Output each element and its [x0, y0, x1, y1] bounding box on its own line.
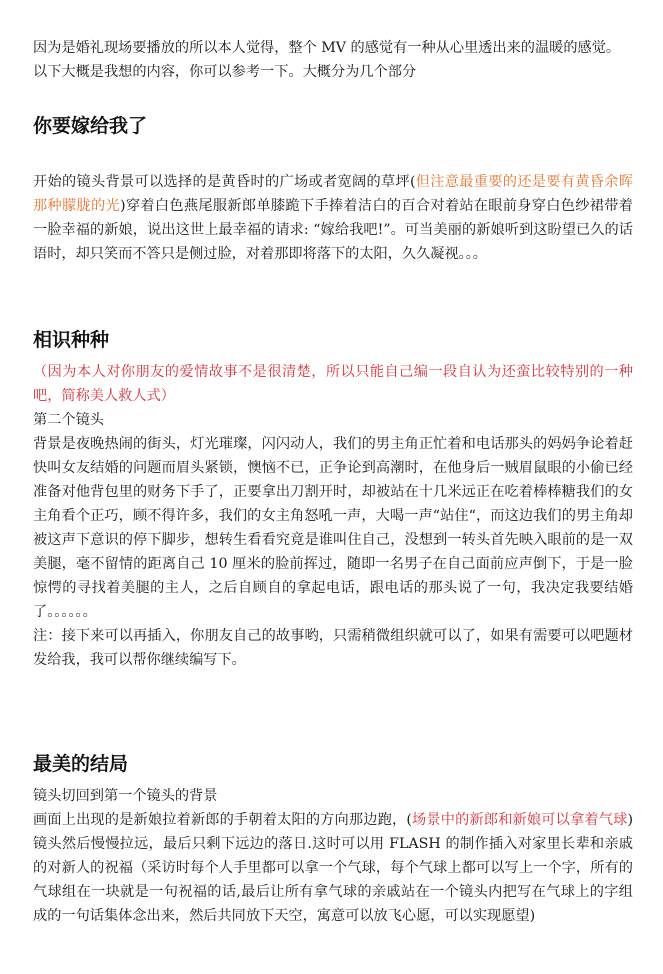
section-2-body: 背景是夜晚热闹的街头，灯光璀璨，闪闪动人，我们的男主角正忙着和电话那头的妈妈争论着赶快叫女友结婚的问题而眉头紧锁，懊恼不已，正争论到高潮时，在他身后一贼眉鼠眼的小偷已经准备对他背包里的财务下手了，正要拿出刀割开时，却被站在十几米远正在吃着棒棒糖我们的女主角看个正巧，顾不得许多，我们的女主角怒吼一声，大喝一声“站住“，而这边我们的男主角却被这声下意识的停下脚步，想转生看看究竟是谁叫住自己，没想到一转头首先映入眼前的是一双美腿，毫不留情的距离自己 10 厘米的脸前挥过，随即一名男子在自己面前应声倒下，于是一脸惊愕的寻找着美腿的主人，之后自顾自的拿起电话，跟电话的那头说了一句，我决定我要结婚了。。。。。。	[33, 436, 633, 620]
section-3-highlight: 场景中的新郎和新娘可以拿着气球	[411, 812, 628, 828]
section-2-note: （因为本人对你朋友的爱情故事不是很清楚，所以只能自己编一段自认为还蛮比较特别的一种吧，简称美人救人式）	[33, 364, 633, 404]
document-page	[33, 36, 633, 928]
section-1-text-pre: 开始的镜头背景可以选择的是黄昏时的广场或者宽阔的草坪(	[33, 174, 416, 190]
intro-line-1: 因为是婚礼现场要播放的所以本人觉得，整个 MV 的感觉有一种从心里透出来的温暖的感觉。	[33, 40, 621, 56]
section-1-text-post: )穿着白色燕尾服新郎单膝跪下手捧着洁白的百合对着站在眼前身穿白色纱裙带着一脸幸福的新娘，说出这世上最幸福的请求: “嫁给我吧!”。可当美丽的新娘听到这盼望已久的话语时，却只笑而不答只是侧过脸，对着那即将落下的太阳，久久凝视。。。	[33, 198, 633, 262]
intro-line-2: 以下大概是我想的内容，你可以参考一下。大概分为几个部分	[33, 64, 417, 80]
section-1-heading: 你要嫁给我了	[33, 115, 148, 137]
section-3-paragraph	[33, 808, 633, 928]
section-1-paragraph	[33, 170, 633, 266]
section-2-shot-label: 第二个镜头	[33, 412, 104, 428]
section-3-heading: 最美的结局	[33, 753, 129, 775]
section-2-heading: 相识种种	[33, 329, 110, 351]
section-1-highlight: 但注意最重要的还是要有黄昏余晖那种朦胧的光	[33, 174, 633, 214]
section-2-footnote: 注：接下来可以再插入，你朋友自己的故事哟，只需稍微组织就可以了，如果有需要可以吧题材发给我，我可以帮你继续编写下。	[33, 628, 633, 668]
section-3-text-pre: 画面上出现的是新娘拉着新郎的手朝着太阳的方向那边跑，(	[33, 812, 412, 828]
section-3-line-1: 镜头切回到第一个镜头的背景	[33, 788, 218, 804]
section-3-text-post: )镜头然后慢慢拉远，最后只剩下远边的落日.这时可以用 FLASH 的制作插入对家里长辈和亲戚的对新人的祝福（采访时每个人手里都可以拿一个气球，每个气球上都可以写上一个字，所有的气球组在一块就是一句祝福的话,最后让所有拿气球的亲戚站在一个镜头内把写在气球上的字组成的一句话集体念出来，然后共同放下天空，寓意可以放飞心愿，可以实现愿望)	[33, 812, 633, 924]
